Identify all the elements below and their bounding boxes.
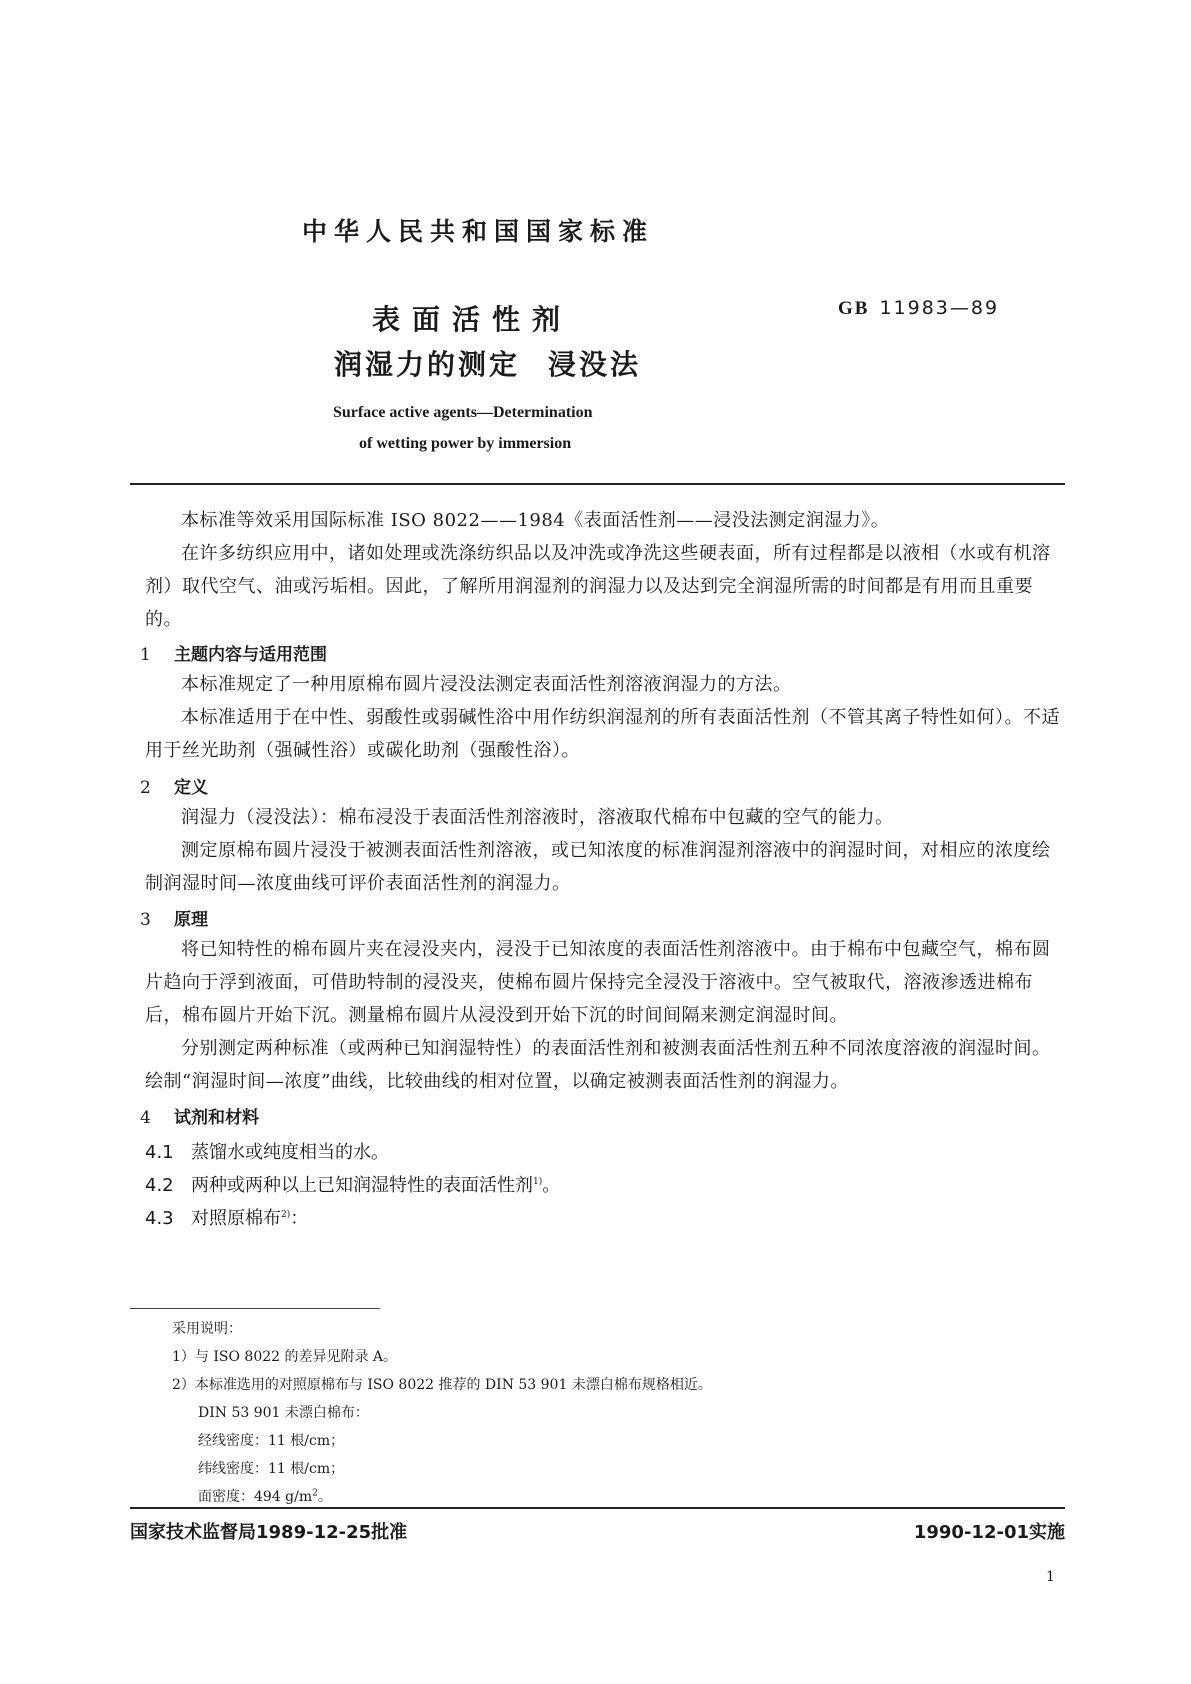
section-1-paragraph-2: 本标准适用于在中性、弱酸性或弱碱性浴中用作纺织润湿剂的所有表面活性剂（不管其离子特性如何）。不适用于丝光助剂（强碱性浴）或碳化助剂（强酸性浴）。	[145, 707, 1060, 761]
section-number: 1	[140, 645, 151, 665]
code-prefix: GB	[838, 298, 870, 319]
title-line-2a: 润湿力的测定	[334, 348, 521, 381]
title-line-2b: 浸没法	[548, 348, 642, 381]
section-3-paragraph-1: 将已知特性的棉布圆片夹在浸没夹内，浸没于已知浓度的表面活性剂溶液中。由于棉布中包藏空气，棉布圆片趋向于浮到液面，可借助特制的浸没夹，使棉布圆片保持完全浸没于溶液中。空气被取代，溶液渗透进棉布后，棉布圆片开始下沉。测量棉布圆片从浸没到开始下沉的时间间隔来测定润湿时间。	[145, 939, 1051, 1026]
section-1-paragraph-1: 本标准规定了一种用原棉布圆片浸没法测定表面活性剂溶液润湿力的方法。	[181, 674, 792, 695]
standard-code	[838, 297, 999, 320]
footnote-2: 2）本标准选用的对照原棉布与 ISO 8022 推荐的 DIN 53 901 未漂白棉布规格相近。	[172, 1377, 712, 1393]
footnote-detail-1: DIN 53 901 未漂白棉布：	[198, 1405, 369, 1421]
title-line-1: 表面活性剂	[372, 303, 573, 336]
item-number: 4.3	[145, 1208, 174, 1229]
footnote-detail-4	[198, 1486, 332, 1506]
section-3-paragraph-2: 分别测定两种标准（或两种已知润湿特性）的表面活性剂和被测表面活性剂五种不同浓度溶液的润湿时间。绘制“润湿时间—浓度”曲线，比较曲线的相对位置，以确定被测表面活性剂的润湿力。	[145, 1038, 1051, 1092]
footnote-label: 采用说明：	[172, 1321, 242, 1337]
page-number: 1	[1046, 1569, 1055, 1585]
section-title: 试剂和材料	[174, 1108, 259, 1128]
approval-date: 国家技术监督局1989-12-25批准	[130, 1522, 408, 1543]
section-4-heading	[140, 1103, 259, 1128]
item-number: 4.1	[145, 1142, 174, 1163]
item-text: 两种或两种以上已知润湿特性的表面活性剂	[191, 1175, 533, 1196]
intro-paragraph-2: 在许多纺织应用中，诸如处理或洗涤纺织品以及冲洗或净洗这些硬表面，所有过程都是以液相（水或有机溶剂）取代空气、油或污垢相。因此，了解所用润湿剂的润湿力以及达到完全润湿所需的时间都是有用而且重要的。	[145, 543, 1051, 630]
superscript: 2	[312, 1488, 318, 1499]
footnote-ref-2: 2)	[281, 1210, 291, 1220]
footer-divider	[130, 1507, 1065, 1509]
item-text: 对照原棉布	[191, 1208, 281, 1229]
item-number: 4.2	[145, 1175, 174, 1196]
national-standard-label: 中华人民共和国国家标准	[302, 217, 655, 246]
item-suffix: ：	[290, 1208, 309, 1229]
section-title: 原理	[174, 910, 208, 930]
areal-density-end: 。	[317, 1489, 332, 1505]
title-line-2	[334, 343, 641, 383]
item-text: 蒸馏水或纯度相当的水。	[191, 1142, 389, 1163]
section-number: 3	[140, 910, 151, 930]
list-item-4-3	[145, 1204, 308, 1230]
section-2-heading	[140, 773, 208, 798]
footnote-detail-2: 经线密度：11 根/cm；	[198, 1433, 345, 1449]
section-3-heading	[140, 905, 208, 930]
footnote-ref-1: 1)	[533, 1177, 543, 1187]
intro-paragraph-1: 本标准等效采用国际标准 ISO 8022——1984《表面活性剂——浸没法测定润湿力》。	[181, 510, 890, 531]
section-1-heading	[140, 640, 327, 665]
section-number: 4	[140, 1108, 151, 1128]
english-title-line-1: Surface active agents—Determination	[333, 404, 593, 421]
list-item-4-2	[145, 1171, 560, 1197]
footnote-divider	[130, 1308, 380, 1309]
section-title: 主题内容与适用范围	[174, 645, 327, 665]
english-title-line-2: of wetting power by immersion	[359, 435, 572, 452]
footnote-detail-3: 纬线密度：11 根/cm；	[198, 1461, 345, 1477]
areal-density-text: 面密度：494 g/m	[198, 1489, 313, 1505]
header-divider	[130, 483, 1065, 485]
item-suffix: 。	[542, 1175, 561, 1196]
section-number: 2	[140, 778, 151, 798]
footnote-1: 1）与 ISO 8022 的差异见附录 A。	[172, 1349, 398, 1365]
section-2-paragraph-2: 测定原棉布圆片浸没于被测表面活性剂溶液，或已知浓度的标准润湿剂溶液中的润湿时间，对相应的浓度绘制润湿时间—浓度曲线可评价表面活性剂的润湿力。	[145, 840, 1051, 894]
implementation-date: 1990-12-01实施	[913, 1522, 1065, 1543]
code-number: 11983—89	[879, 297, 1000, 319]
section-title: 定义	[174, 778, 208, 798]
section-2-paragraph-1: 润湿力（浸没法）：棉布浸没于表面活性剂溶液时，溶液取代棉布中包藏的空气的能力。	[181, 807, 894, 828]
list-item-4-1	[145, 1138, 389, 1164]
